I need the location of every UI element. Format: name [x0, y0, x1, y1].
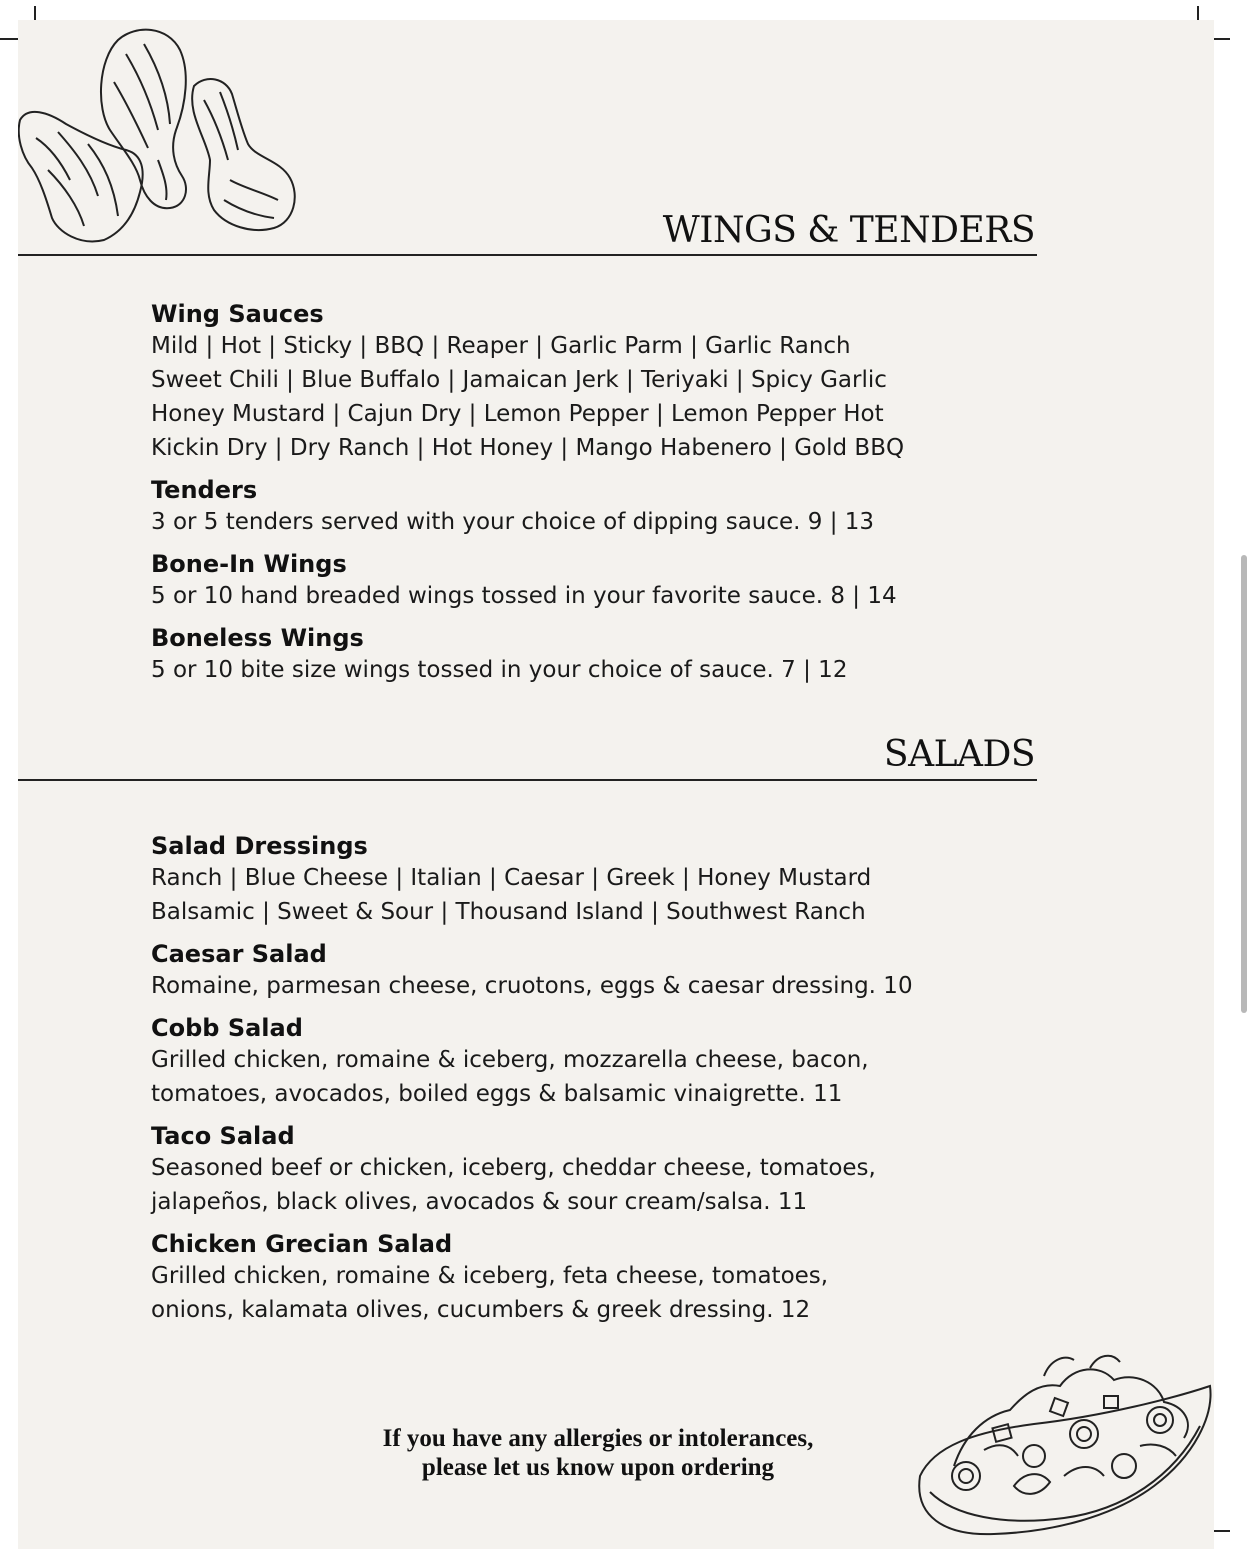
item-desc-line: onions, kalamata olives, cucumbers & greek dressing. 12 — [151, 1297, 811, 1323]
menu-item-tenders — [151, 475, 1051, 539]
menu-item-boneless-wings — [151, 623, 1051, 687]
item-name: Cobb Salad — [151, 1014, 303, 1042]
item-desc-line: tomatoes, avocados, boiled eggs & balsamic vinaigrette. 11 — [151, 1081, 843, 1107]
item-desc-line: 5 or 10 bite size wings tossed in your choice of sauce. 7 | 12 — [151, 657, 848, 683]
crop-mark — [34, 6, 36, 20]
section-divider — [18, 779, 1037, 781]
item-desc-line: Balsamic | Sweet & Sour | Thousand Island | Southwest Ranch — [151, 899, 866, 925]
section-title-salads: SALADS — [883, 734, 1035, 775]
salad-bowl-illustration — [914, 1346, 1214, 1546]
crop-mark — [0, 38, 18, 40]
menu-item-caesar-salad — [151, 939, 1051, 1003]
item-name: Wing Sauces — [151, 300, 324, 328]
allergy-note — [298, 1424, 898, 1482]
item-name: Chicken Grecian Salad — [151, 1230, 453, 1258]
menu-item-taco-salad — [151, 1121, 1051, 1219]
item-desc-line: Mild | Hot | Sticky | BBQ | Reaper | Garlic Parm | Garlic Ranch — [151, 333, 851, 359]
item-name: Tenders — [151, 476, 258, 504]
menu-item-bone-in-wings — [151, 549, 1051, 613]
item-name: Taco Salad — [151, 1122, 295, 1150]
item-desc-line: jalapeños, black olives, avocados & sour cream/salsa. 11 — [151, 1189, 808, 1215]
wings-section — [151, 299, 1051, 697]
item-desc-line: Grilled chicken, romaine & iceberg, feta cheese, tomatoes, — [151, 1263, 829, 1289]
salads-section — [151, 831, 1051, 1337]
item-name: Boneless Wings — [151, 624, 364, 652]
item-desc-line: Seasoned beef or chicken, iceberg, cheddar cheese, tomatoes, — [151, 1155, 876, 1181]
item-name: Caesar Salad — [151, 940, 327, 968]
item-desc-line: 5 or 10 hand breaded wings tossed in your favorite sauce. 8 | 14 — [151, 583, 897, 609]
chicken-wings-illustration — [18, 20, 308, 250]
allergy-note-line: please let us know upon ordering — [421, 1454, 775, 1481]
item-desc-line: Ranch | Blue Cheese | Italian | Caesar | Greek | Honey Mustard — [151, 865, 872, 891]
item-desc-line: 3 or 5 tenders served with your choice of dipping sauce. 9 | 13 — [151, 509, 875, 535]
item-desc-line: Romaine, parmesan cheese, cruotons, eggs & caesar dressing. 10 — [151, 973, 913, 999]
item-desc-line: Honey Mustard | Cajun Dry | Lemon Pepper | Lemon Pepper Hot — [151, 401, 884, 427]
item-desc-line: Sweet Chili | Blue Buffalo | Jamaican Jerk | Teriyaki | Spicy Garlic — [151, 367, 887, 393]
page-scrollbar[interactable] — [1241, 555, 1247, 1013]
item-desc-line: Kickin Dry | Dry Ranch | Hot Honey | Mango Habenero | Gold BBQ — [151, 435, 905, 461]
allergy-note-line: If you have any allergies or intolerances, — [382, 1425, 814, 1452]
item-name: Salad Dressings — [151, 832, 368, 860]
item-desc-line: Grilled chicken, romaine & iceberg, mozzarella cheese, bacon, — [151, 1047, 869, 1073]
item-name: Bone-In Wings — [151, 550, 347, 578]
menu-item-wing-sauces — [151, 299, 1051, 465]
menu-item-cobb-salad — [151, 1013, 1051, 1111]
menu-item-salad-dressings — [151, 831, 1051, 929]
section-title-wings: WINGS & TENDERS — [662, 210, 1035, 251]
crop-mark — [1214, 1530, 1230, 1532]
crop-mark — [1214, 38, 1230, 40]
section-divider — [18, 254, 1037, 256]
menu-item-chicken-grecian-salad — [151, 1229, 1051, 1327]
menu-page — [18, 20, 1214, 1549]
crop-mark — [1197, 6, 1199, 20]
